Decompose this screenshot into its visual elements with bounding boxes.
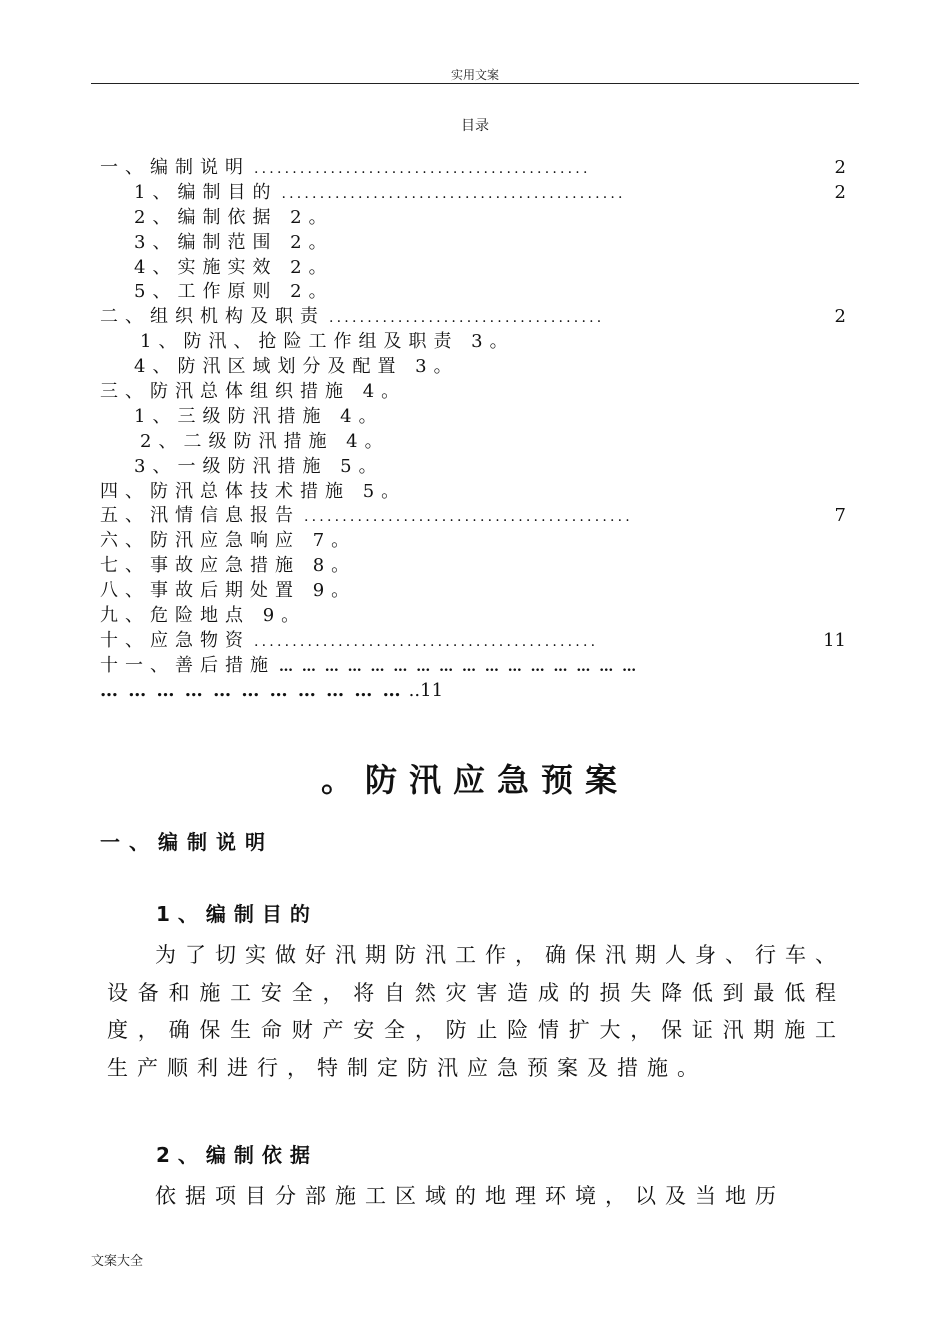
toc-entry-continuation[interactable]: [100, 679, 846, 704]
toc-entry-label: 1、防汛、抢险工作组及职责 3。: [140, 331, 515, 353]
toc-entry-label: 三、防汛总体组织措施 4。: [100, 381, 407, 403]
subsection-heading: 2、编制依据: [156, 1143, 318, 1167]
toc-entry[interactable]: [100, 430, 846, 455]
toc-entry[interactable]: [100, 206, 846, 231]
section-heading: 一、编制说明: [100, 830, 274, 854]
toc-entry[interactable]: [100, 579, 846, 604]
toc-entry-label: 1、三级防汛措施 4。: [134, 405, 384, 427]
toc-entry[interactable]: [100, 330, 846, 355]
toc-leader-dots: … … … … … … … … … … … … … … … …: [279, 658, 639, 675]
header-divider: [91, 83, 859, 84]
toc-entry-label: 4、防汛区域划分及配置 3。: [134, 356, 459, 378]
toc-entry-label: 4、实施实效 2。: [134, 256, 334, 278]
toc-entry[interactable]: [100, 231, 846, 256]
toc-page-number: 2: [834, 306, 846, 328]
toc-entry[interactable]: [100, 480, 846, 505]
toc-entry-label: 五、汛情信息报告: [100, 505, 300, 527]
toc-page-number: 2: [834, 157, 846, 178]
toc-entry-label: 四、防汛总体技术措施 5。: [100, 480, 407, 502]
toc-entry-label: 2、编制依据 2。: [134, 206, 334, 228]
toc-entry-label: 1、编制目的: [134, 181, 278, 203]
body-paragraph: 为了切实做好汛期防汛工作，确保汛期人身、行车、设备和施工安全，将自然灾害造成的损失降低到最低程度，确保生命财产安全，防止险情扩大，保证汛期施工生产顺利进行，特制定防汛应急预案及措施。: [107, 943, 845, 1080]
toc-entry-label: 九、危险地点 9。: [100, 605, 307, 627]
page-header: 实用文案: [450, 68, 499, 82]
toc-entry[interactable]: [100, 305, 846, 330]
toc-entry-label: 十、应急物资: [100, 629, 250, 651]
toc-page-number: 2: [834, 181, 846, 203]
toc-entry[interactable]: [100, 629, 846, 654]
table-of-contents: [100, 156, 846, 704]
toc-entry-label: 5、工作原则 2。: [134, 281, 334, 303]
toc-entry[interactable]: [100, 355, 846, 380]
toc-page-number: ..11: [408, 679, 444, 701]
toc-leader-dots: … … … … … … … … … … …: [100, 679, 403, 701]
toc-entry[interactable]: [100, 256, 846, 281]
toc-leader-dots: .............................................: [281, 185, 626, 202]
toc-leader-dots: ...........................................: [304, 509, 633, 526]
toc-entry-label: 六、防汛应急响应 7。: [100, 530, 357, 552]
page-footer: 文案大全: [91, 1254, 144, 1269]
toc-entry-label: 十一、善后措施: [100, 654, 275, 676]
toc-entry[interactable]: [100, 654, 846, 679]
toc-entry-label: 二、组织机构及职责: [100, 306, 325, 328]
toc-entry[interactable]: [100, 405, 846, 430]
toc-page-number: 7: [834, 505, 846, 527]
toc-entry-label: 七、事故应急措施 8。: [100, 555, 357, 577]
toc-leader-dots: ............................................: [254, 161, 591, 177]
document-title: 。防汛应急预案: [320, 761, 629, 799]
toc-entry[interactable]: [100, 504, 846, 529]
toc-entry-label: 一、编制说明: [100, 157, 250, 178]
toc-entry-label: 2、二级防汛措施 4。: [140, 430, 390, 452]
toc-entry[interactable]: [100, 604, 846, 629]
toc-title: 目录: [461, 118, 489, 134]
toc-entry[interactable]: [100, 380, 846, 405]
toc-entry[interactable]: [100, 156, 846, 181]
toc-entry-label: 八、事故后期处置 9。: [100, 580, 357, 602]
toc-leader-dots: .............................................: [254, 633, 599, 650]
toc-entry-label: 3、一级防汛措施 5。: [134, 455, 384, 477]
body-paragraph: 依据项目分部施工区域的地理环境，以及当地历: [155, 1184, 785, 1208]
toc-entry[interactable]: [100, 181, 846, 206]
subsection-heading: 1、编制目的: [156, 902, 318, 926]
toc-entry-label: 3、编制范围 2。: [134, 231, 334, 253]
toc-leader-dots: ....................................: [329, 310, 605, 327]
toc-page-number: 11: [823, 629, 846, 651]
toc-entry[interactable]: [100, 529, 846, 554]
toc-entry[interactable]: [100, 280, 846, 305]
toc-entry[interactable]: [100, 554, 846, 579]
toc-entry[interactable]: [100, 455, 846, 480]
